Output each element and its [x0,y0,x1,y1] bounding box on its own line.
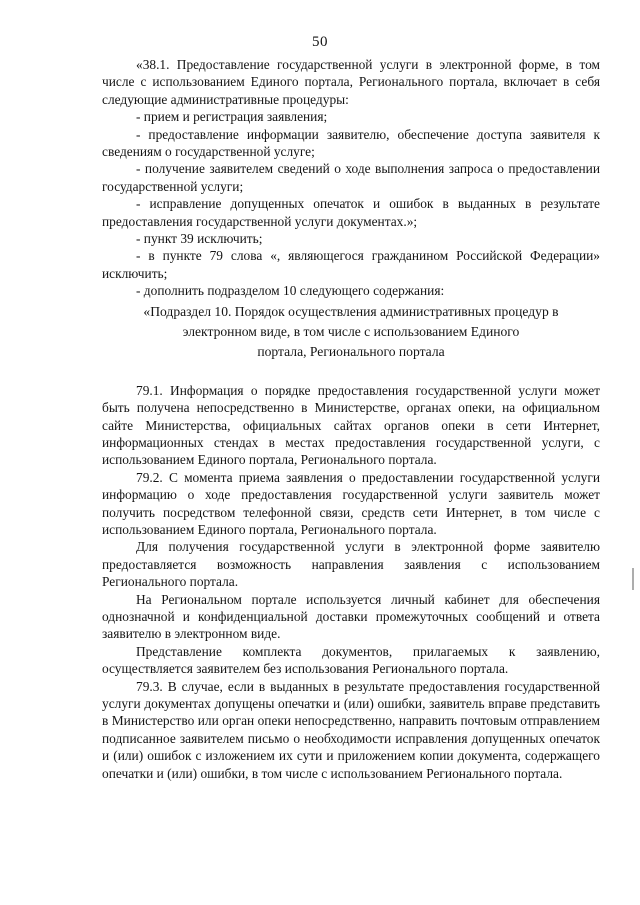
list-item-reception: - прием и регистрация заявления; [136,109,328,125]
paragraph-79-3: 79.3. В случае, если в выданных в результате предоставления государственной услуги документах допущены опечатки и (или) ошибки, заявитель вправе представить в Министерство или орган опеки непосредственно, направить почтовым отправлением подписанное заявителем письмо о необходимости исправления допущенных опечаток и (или) ошибок с изложением их сути и приложением копии документа, содержащего опечатки и (или) ошибки, в том числе с использованием Регионального портала. [102,678,600,781]
subsection-heading-line: «Подраздел 10. Порядок осуществления административных процедур в [143,303,559,319]
paragraph-electronic-form: Для получения государственной услуги в электронной форме заявителю предоставляется возможность направления заявления с использованием Регионального портала. [102,539,600,590]
paragraph-personal-account: На Региональном портале используется личный кабинет для обеспечения однозначной и конфиденциальной доставки промежуточных сообщений и ответа заявителю в электронном виде. [102,591,600,642]
subsection-heading [102,302,600,362]
paragraph-documents-submission: Представление комплекта документов, прилагаемых к заявлению, осуществляется заявителем без использования Регионального портала. [102,643,600,677]
paragraph-38-1: «38.1. Предоставление государственной услуги в электронной форме, в том числе с использованием Единого портала, Регионального портала, включает в себя следующие административные процедуры: [102,57,600,107]
paragraph-79-2: 79.2. С момента приема заявления о предоставлении государственной услуги информацию о ходе предоставления государственной услуги заявитель может получить посредством телефонной связи, средств сети Интернет, в том числе с использованием Единого портала, Регионального портала. [102,469,600,537]
paragraph-79-1: 79.1. Информация о порядке предоставления государственной услуги может быть получена непосредственно в Министерстве, органах опеки, на официальном сайте Министерства, официальных сайтах органов опеки в сети Интернет, информационных стендах в местах предоставления государственной услуги, с использованием Единого портала, Регионального портала. [102,382,600,468]
subsection-heading-line: портала, Регионального портала [257,343,445,359]
list-item-information-access: - предоставление информации заявителю, обеспечение доступа заявителя к сведениям о государственной услуге; [102,126,600,160]
subsection-heading-line: электронном виде, в том числе с использованием Единого [182,323,520,339]
amendment-item-subsection-10: - дополнить подразделом 10 следующего содержания: [136,283,445,299]
scan-edge-mark [632,568,634,590]
list-item-error-correction: - исправление допущенных опечаток и ошибок в выданных в результате предоставления государственной услуги документах.»; [102,196,600,229]
amendment-item-79: - в пункте 79 слова «, являющегося гражданином Российской Федерации» исключить; [102,248,600,281]
amendment-item-39: - пункт 39 исключить; [136,231,263,247]
section-spacer [102,362,600,382]
document-body [102,56,600,782]
page-number: 50 [312,34,328,50]
list-item-request-status: - получение заявителем сведений о ходе выполнения запроса о предоставлении государственной услуги; [102,161,600,194]
